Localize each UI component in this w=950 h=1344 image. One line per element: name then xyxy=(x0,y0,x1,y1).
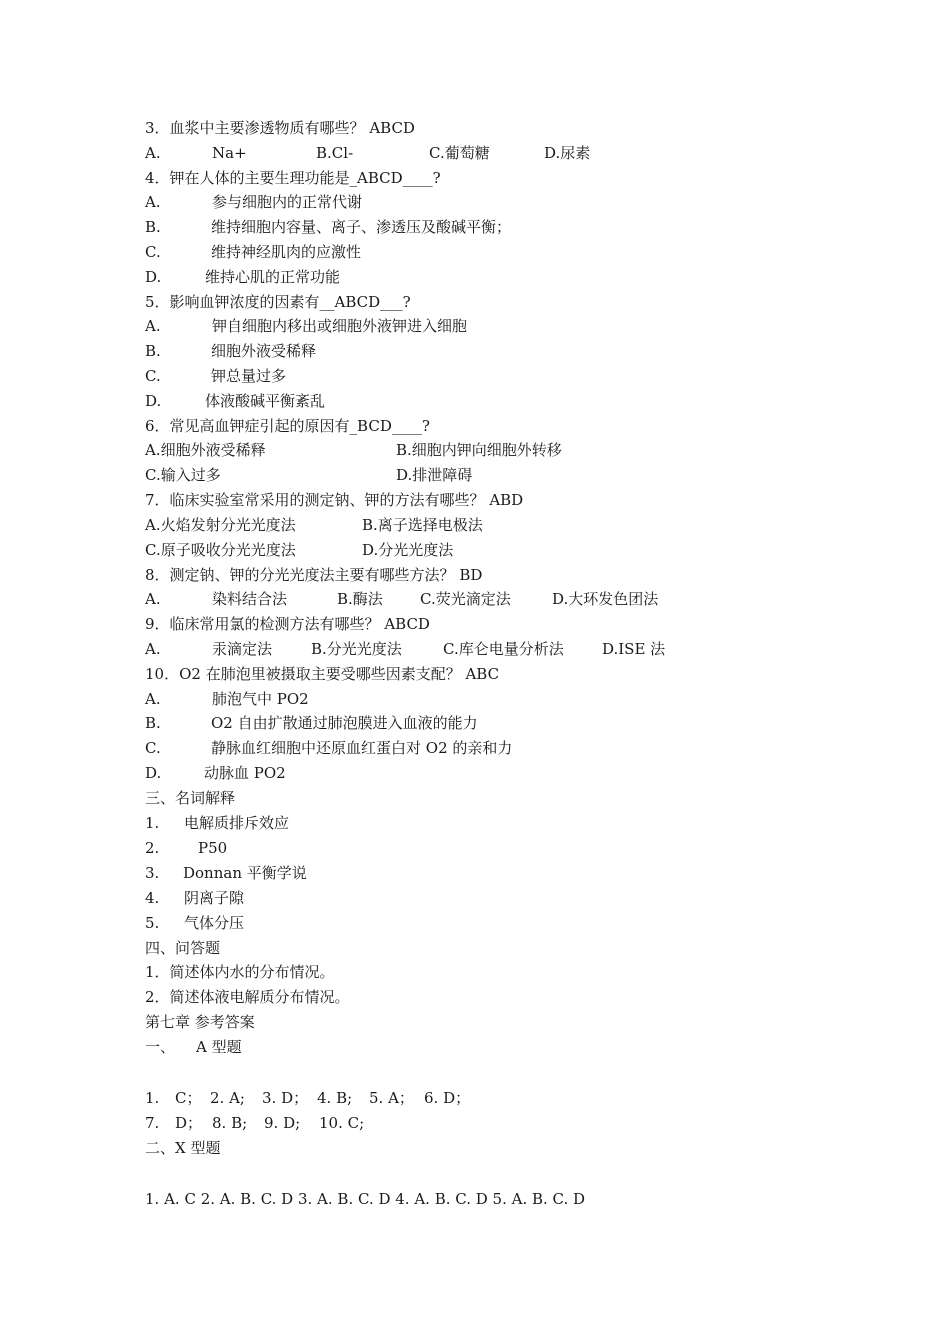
option-label: B. xyxy=(145,218,161,236)
option-label: A. xyxy=(145,193,161,211)
term-number: 1. xyxy=(145,814,160,832)
option-label: D. xyxy=(145,268,162,286)
option-text: Na+ xyxy=(212,144,247,162)
option-label: A. xyxy=(145,317,161,335)
option-label: A. xyxy=(145,144,161,162)
option-text: 汞滴定法 xyxy=(212,640,273,658)
answer-number: 1. xyxy=(145,1089,160,1107)
answer-item: D； xyxy=(175,1114,203,1132)
option-text: C.葡萄糖 xyxy=(429,144,490,162)
option-text: 维持心肌的正常功能 xyxy=(205,268,341,286)
chapter-title: 第七章 参考答案 xyxy=(145,1013,255,1031)
term-text: Donnan 平衡学说 xyxy=(183,864,307,882)
option-text: D.ISE 法 xyxy=(602,640,666,658)
section-title: A 型题 xyxy=(196,1038,242,1056)
question-text: 4．钾在人体的主要生理功能是_ABCD____? xyxy=(145,169,441,187)
option-text: 细胞外液受稀释 xyxy=(211,342,317,360)
option-text: D.大环发色团法 xyxy=(552,590,659,608)
option-text: 钾自细胞内移出或细胞外液钾进入细胞 xyxy=(212,317,468,335)
option-text: 参与细胞内的正常代谢 xyxy=(212,193,363,211)
section-title: 三、名词解释 xyxy=(145,789,236,807)
term-text: 气体分压 xyxy=(184,914,245,932)
option-text: A.细胞外液受稀释 xyxy=(145,441,266,459)
answer-item: 8. B; xyxy=(212,1114,248,1132)
option-text: 静脉血红细胞中还原血红蛋白对 O2 的亲和力 xyxy=(211,739,513,757)
option-text: B.离子选择电极法 xyxy=(362,516,483,534)
term-text: 阴离子隙 xyxy=(184,889,245,907)
option-label: C. xyxy=(145,367,161,385)
option-text: C.输入过多 xyxy=(145,466,221,484)
option-text: 动脉血 PO2 xyxy=(204,764,286,782)
option-text: A.火焰发射分光光度法 xyxy=(145,516,296,534)
option-text: 肺泡气中 PO2 xyxy=(212,690,309,708)
option-text: B.分光光度法 xyxy=(311,640,402,658)
option-text: C.原子吸收分光光度法 xyxy=(145,541,296,559)
option-text: D.排泄障碍 xyxy=(396,466,473,484)
term-text: 电解质排斥效应 xyxy=(184,814,290,832)
answer-item: C； xyxy=(175,1089,202,1107)
option-text: D.分光光度法 xyxy=(362,541,454,559)
option-text: O2 自由扩散通过肺泡膜进入血液的能力 xyxy=(211,714,478,732)
option-text: 染料结合法 xyxy=(212,590,288,608)
question-text: 7．临床实验室常采用的测定钠、钾的方法有哪些？ ABD xyxy=(145,491,524,509)
option-text: 维持神经肌肉的应激性 xyxy=(211,243,362,261)
answer-item: 2. A; xyxy=(210,1089,245,1107)
term-number: 3. xyxy=(145,864,160,882)
answer-item: 9. D; xyxy=(264,1114,301,1132)
option-label: A. xyxy=(145,690,161,708)
option-text: 体液酸碱平衡紊乱 xyxy=(205,392,326,410)
question-text: 9．临床常用氯的检测方法有哪些？ ABCD xyxy=(145,615,430,633)
option-text: B.酶法 xyxy=(337,590,383,608)
question-text: 3．血浆中主要渗透物质有哪些？ ABCD xyxy=(145,119,415,137)
question-text: 2．简述体液电解质分布情况。 xyxy=(145,988,350,1006)
term-number: 4. xyxy=(145,889,160,907)
question-text: 6．常见高血钾症引起的原因有_BCD____? xyxy=(145,417,430,435)
option-label: B. xyxy=(145,342,161,360)
answer-item: 10. C; xyxy=(319,1114,365,1132)
section-number: 一、 xyxy=(145,1038,176,1056)
term-number: 2. xyxy=(145,839,160,857)
answer-item: 3. D； xyxy=(262,1089,309,1107)
term-text: P50 xyxy=(198,839,228,857)
option-text: C.库仑电量分析法 xyxy=(443,640,564,658)
question-text: 5．影响血钾浓度的因素有__ABCD___? xyxy=(145,293,411,311)
option-text: 维持细胞内容量、离子、渗透压及酸碱平衡； xyxy=(211,218,512,236)
term-number: 5. xyxy=(145,914,160,932)
answer-item: 1. A. C 2. A. B. C. D 3. A. B. C. D 4. A. B. C. D 5. A. B. C. D xyxy=(145,1190,586,1208)
option-label: D. xyxy=(145,764,162,782)
option-label: C. xyxy=(145,739,161,757)
answer-item: 5. A； xyxy=(369,1089,414,1107)
question-text: 10．O2 在肺泡里被摄取主要受哪些因素支配？ ABC xyxy=(145,665,500,683)
option-label: A. xyxy=(145,590,161,608)
option-text: B.细胞内钾向细胞外转移 xyxy=(396,441,562,459)
option-text: B.Cl- xyxy=(316,144,354,162)
option-text: C.荧光滴定法 xyxy=(420,590,511,608)
option-label: B. xyxy=(145,714,161,732)
answer-number: 7. xyxy=(145,1114,160,1132)
option-label: D. xyxy=(145,392,162,410)
answer-item: 6. D； xyxy=(424,1089,471,1107)
option-label: C. xyxy=(145,243,161,261)
question-text: 1．简述体内水的分布情况。 xyxy=(145,963,335,981)
section-title: 二、X 型题 xyxy=(145,1139,221,1157)
section-title: 四、问答题 xyxy=(145,939,221,957)
answer-item: 4. B; xyxy=(317,1089,353,1107)
option-text: D.尿素 xyxy=(544,144,591,162)
option-label: A. xyxy=(145,640,161,658)
question-text: 8．测定钠、钾的分光光度法主要有哪些方法？ BD xyxy=(145,566,483,584)
option-text: 钾总量过多 xyxy=(211,367,287,385)
